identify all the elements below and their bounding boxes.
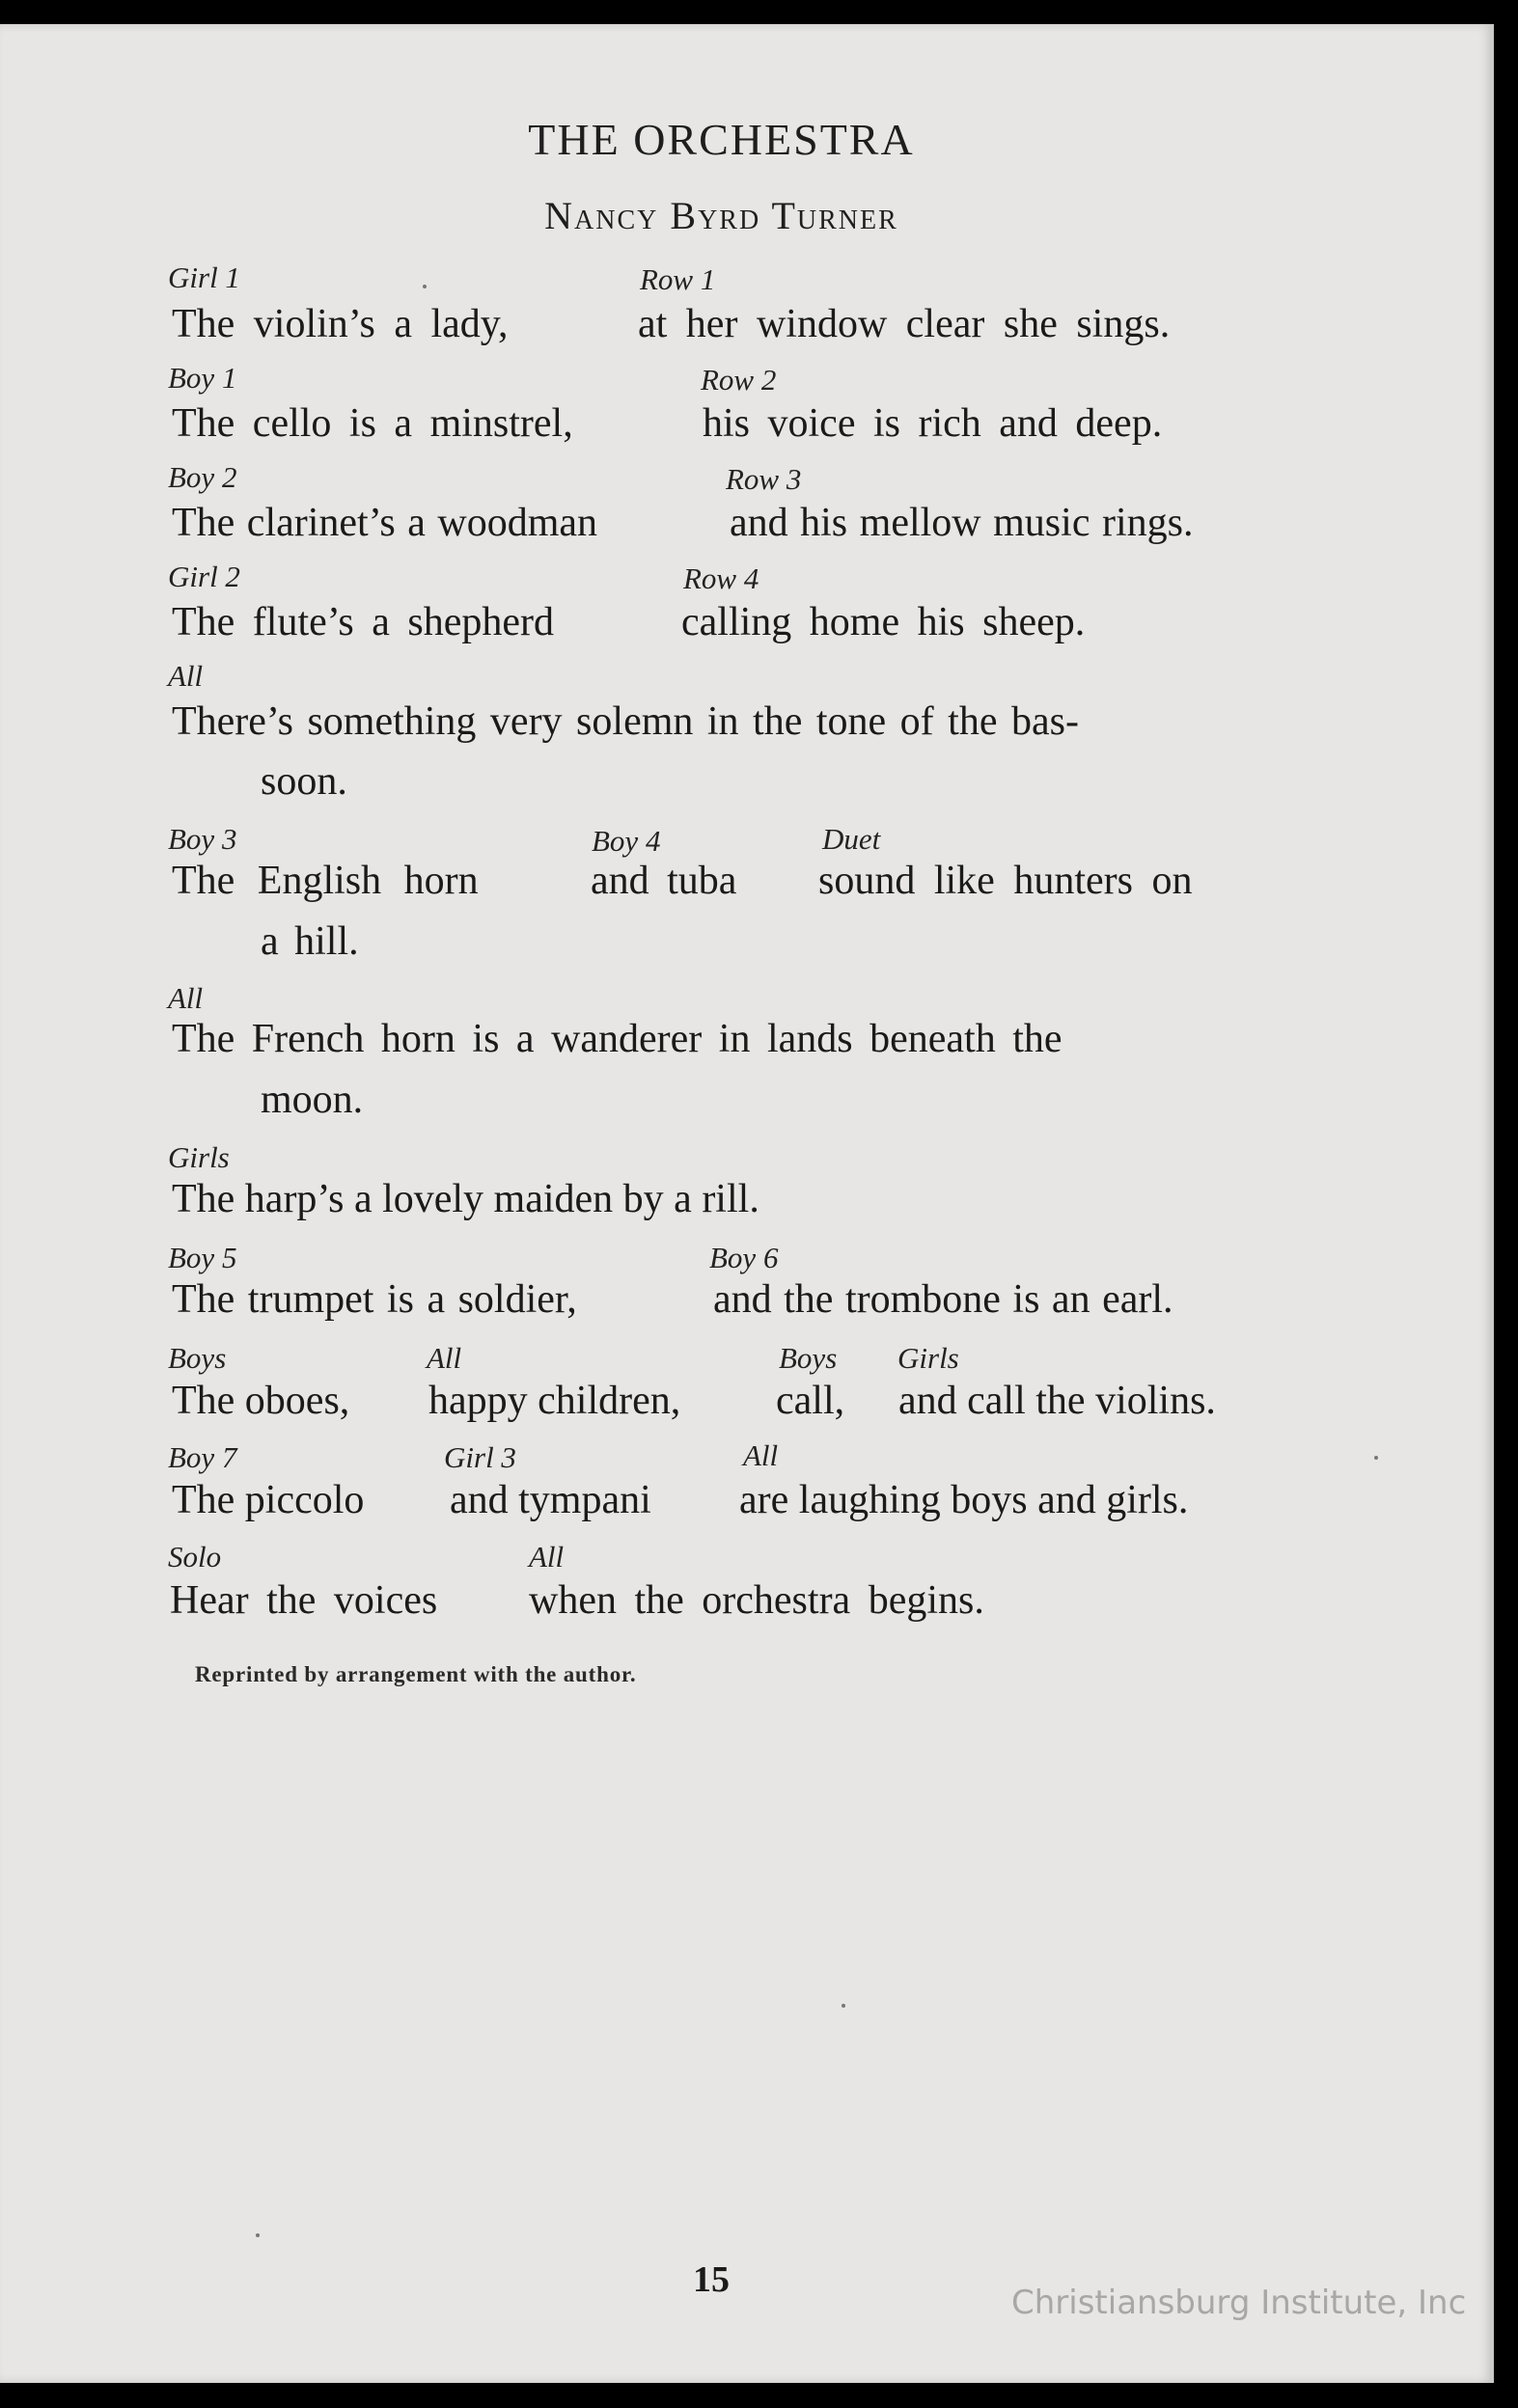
- speaker-label: All: [427, 1341, 462, 1375]
- speaker-label: Girl 2: [168, 560, 240, 593]
- poem-line-part: The cello is a minstrel,: [172, 401, 573, 446]
- speaker-label: Boy 1: [168, 361, 237, 395]
- speaker-label: Boys: [168, 1341, 227, 1375]
- poem-line-part: The harp’s a lovely maiden by a rill.: [172, 1177, 759, 1221]
- speaker-label: Boy 3: [168, 822, 237, 856]
- poem-line-part: and his mellow music rings.: [730, 501, 1194, 545]
- speaker-label: Row 2: [701, 363, 777, 397]
- poem-line-part: The piccolo: [172, 1478, 365, 1522]
- watermark: Christiansburg Institute, Inc: [1011, 2284, 1467, 2322]
- poem-line-part: Hear the voices: [170, 1578, 438, 1623]
- poem-line-part: and call the violins.: [898, 1379, 1216, 1423]
- speaker-label: Girl 3: [444, 1440, 516, 1474]
- speaker-label: Boy 2: [168, 460, 237, 494]
- book-page: [0, 24, 1494, 2383]
- speaker-label: Girls: [168, 1140, 230, 1174]
- poem-line-part: The oboes,: [172, 1379, 350, 1423]
- poem-author: Nancy Byrd Turner: [544, 194, 898, 237]
- poem-line-part: when the orchestra begins.: [529, 1578, 984, 1623]
- paper-speck: [842, 2004, 845, 2008]
- poem-line-part: The violin’s a lady,: [172, 302, 509, 346]
- paper-speck: [256, 2233, 260, 2237]
- poem-line-part: at her window clear she sings.: [638, 302, 1171, 346]
- poem-line-part: his voice is rich and deep.: [703, 401, 1163, 446]
- poem-line-part: The clarinet’s a woodman: [172, 501, 598, 545]
- poem-line-part: sound like hunters on: [818, 859, 1193, 903]
- poem-line-part: The flute’s a shepherd: [172, 600, 555, 644]
- speaker-label: All: [168, 659, 204, 693]
- poem-line-part: The English horn: [172, 859, 479, 903]
- page-number: 15: [693, 2259, 730, 2300]
- paper-speck: [1374, 1456, 1378, 1460]
- speaker-label: Boy 7: [168, 1440, 237, 1474]
- speaker-label: Girl 1: [168, 260, 240, 294]
- poem-line-part: There’s something very solemn in the tone of the bas-: [172, 699, 1079, 744]
- speaker-label: Row 1: [640, 262, 716, 296]
- poem-line-part: and tuba: [591, 859, 737, 903]
- poem-line-continuation: a hill.: [261, 919, 359, 964]
- poem-line-part: The trumpet is a soldier,: [172, 1277, 577, 1322]
- speaker-label: Boy 5: [168, 1241, 237, 1274]
- poem-line-part: and tympani: [450, 1478, 651, 1522]
- poem-line-continuation: soon.: [261, 759, 347, 804]
- speaker-label: Boys: [779, 1341, 838, 1375]
- speaker-label: Boy 4: [592, 824, 661, 858]
- speaker-label: Duet: [822, 822, 881, 856]
- poem-line-part: calling home his sheep.: [681, 600, 1086, 644]
- speaker-label: All: [529, 1540, 565, 1573]
- speaker-label: Row 4: [683, 561, 759, 595]
- paper-speck: [423, 285, 427, 288]
- speaker-label: Solo: [168, 1540, 222, 1573]
- poem-line-part: happy children,: [428, 1379, 681, 1423]
- speaker-label: All: [743, 1438, 779, 1472]
- poem-title: THE ORCHESTRA: [528, 115, 915, 164]
- speaker-label: Boy 6: [709, 1241, 779, 1274]
- poem-line-part: call,: [776, 1379, 845, 1423]
- poem-line-part: are laughing boys and girls.: [739, 1478, 1189, 1522]
- poem-line-continuation: moon.: [261, 1078, 364, 1122]
- speaker-label: Row 3: [726, 462, 802, 496]
- speaker-label: Girls: [897, 1341, 959, 1375]
- poem-line-part: The French horn is a wanderer in lands beneath the: [172, 1017, 1063, 1061]
- speaker-label: All: [168, 981, 204, 1015]
- poem-line-part: and the trombone is an earl.: [713, 1277, 1173, 1322]
- reprint-note: Reprinted by arrangement with the author.: [195, 1662, 637, 1686]
